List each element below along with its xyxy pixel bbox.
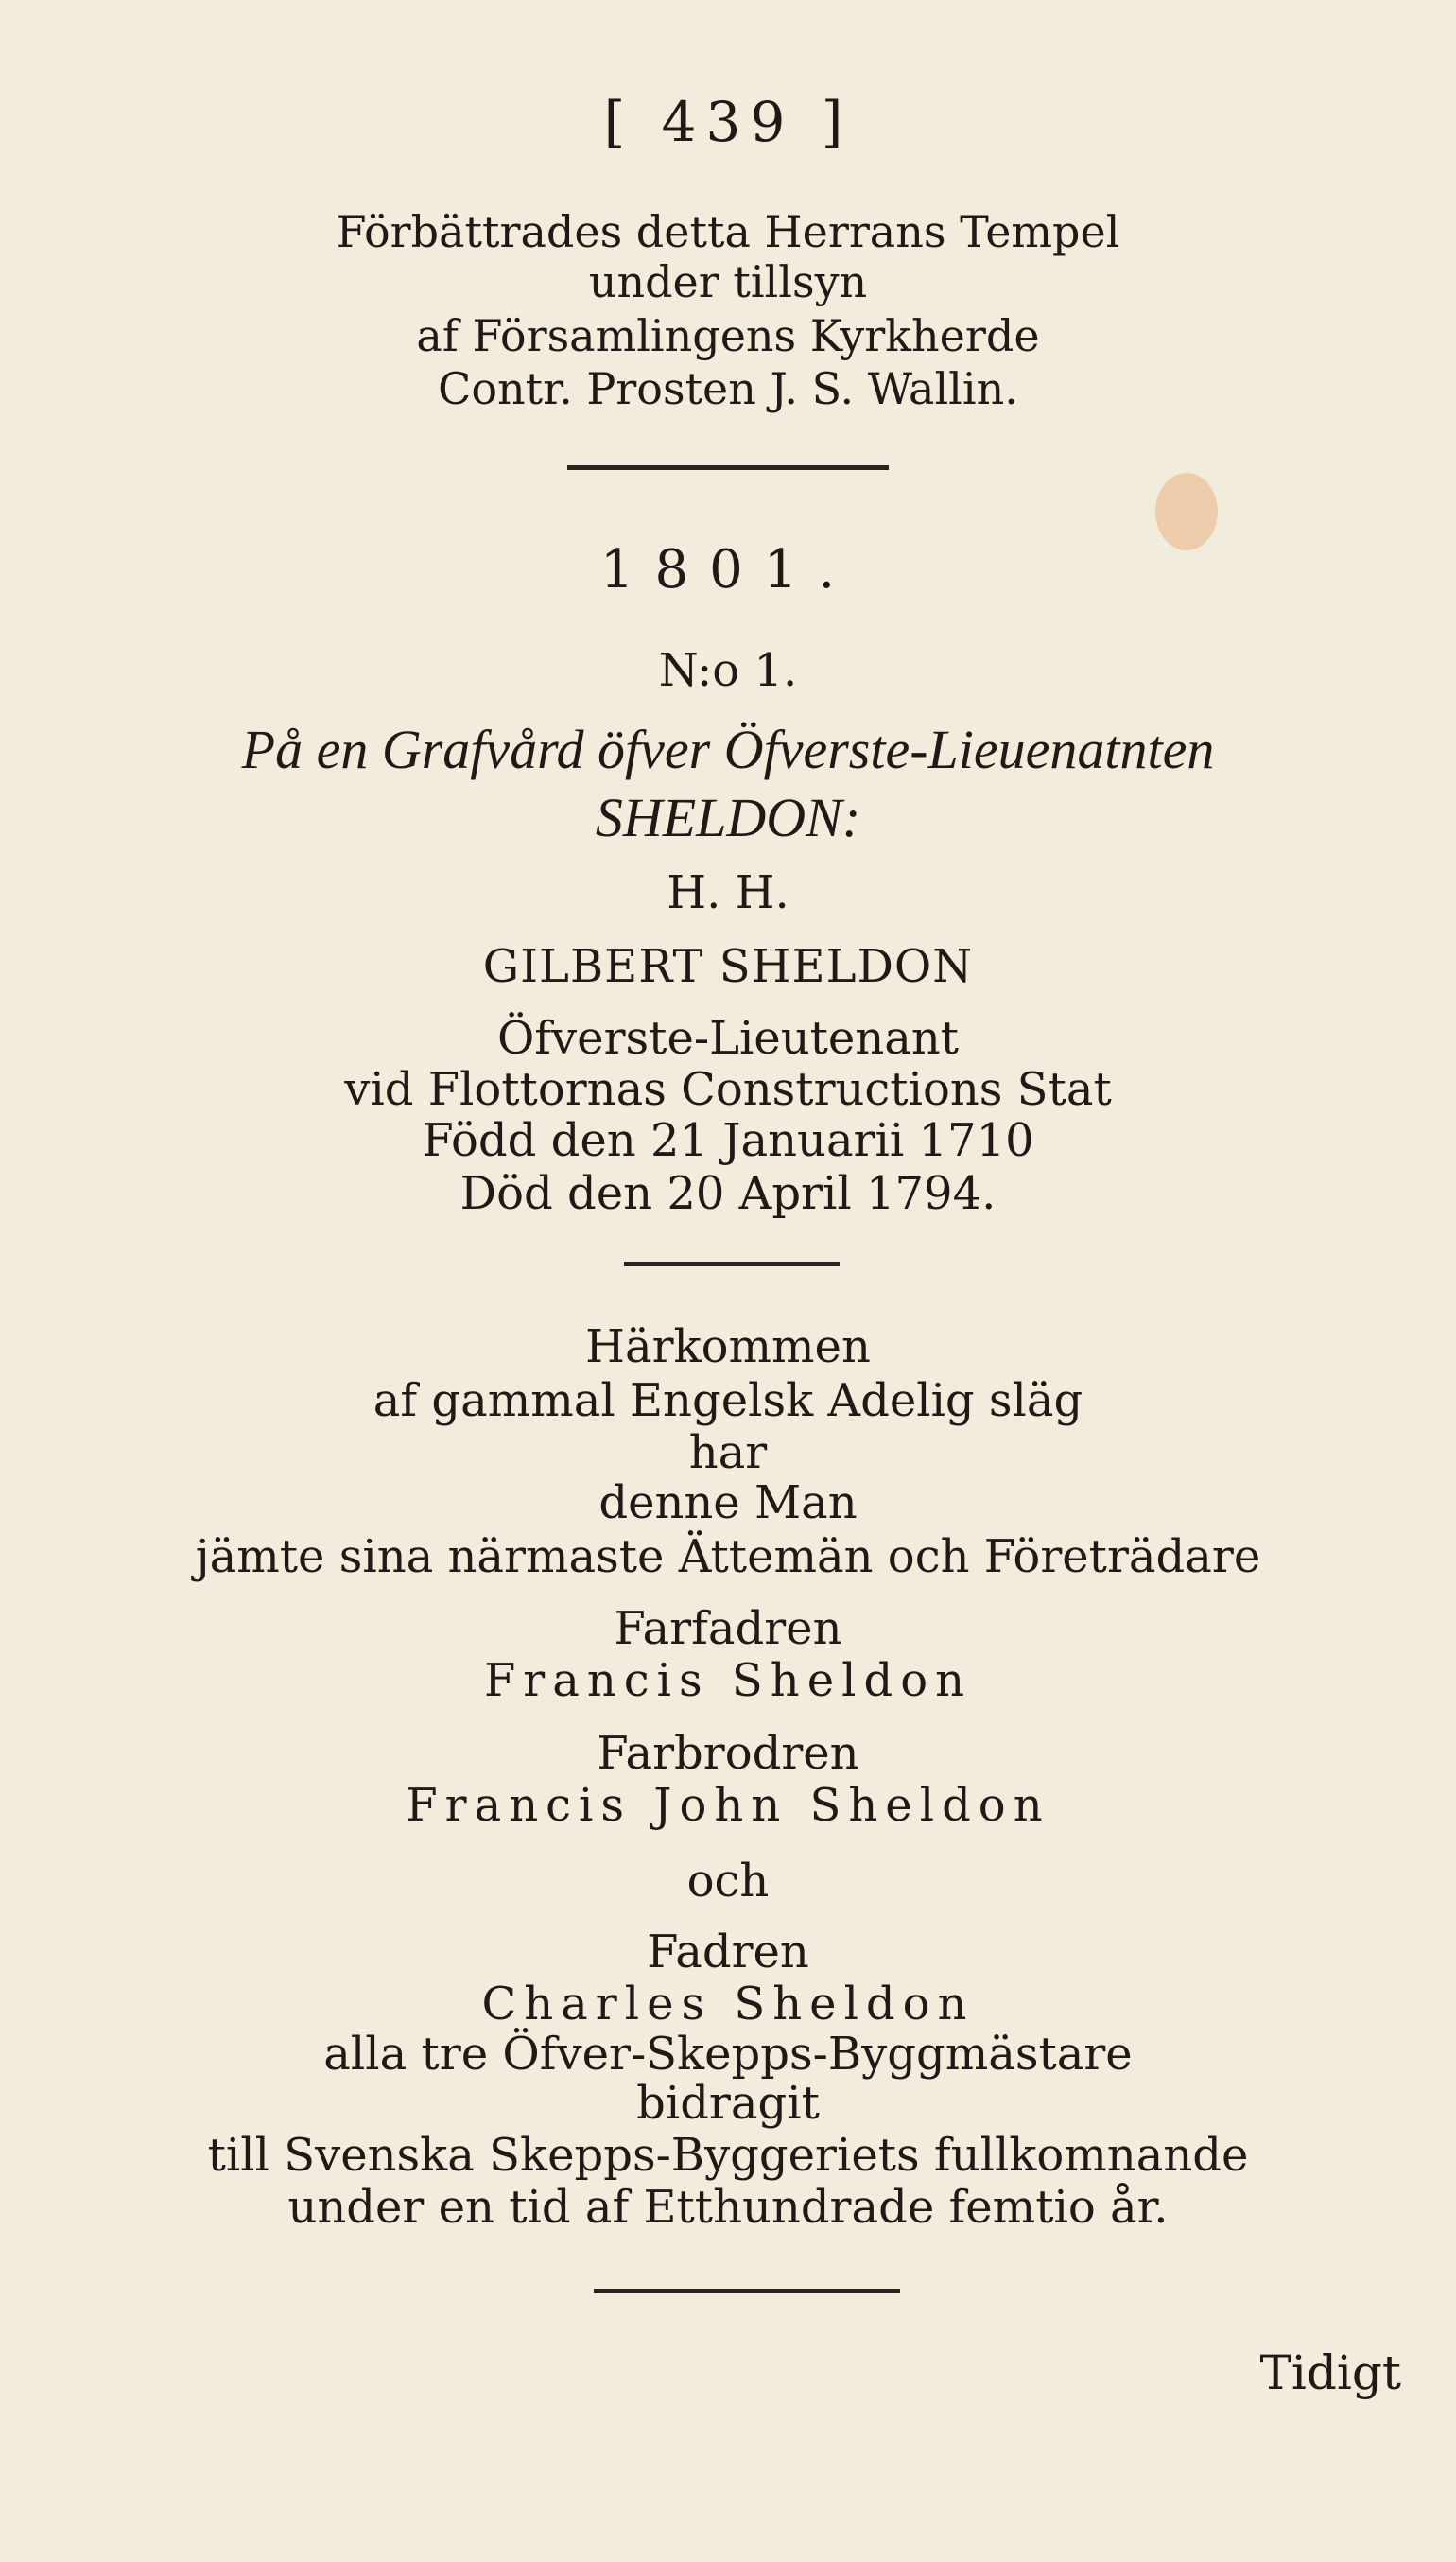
body-line-15: till Svenska Skepps-Byggeriets fullkomnande	[207, 2129, 1249, 2182]
body-line-2: af gammal Engelsk Adelig släg	[373, 1374, 1083, 1427]
divider-rule-2	[624, 1262, 840, 1266]
paper-stain	[1155, 473, 1218, 550]
body-line-5: jämte sina närmaste Ättemän och Företrädare	[195, 1530, 1261, 1583]
entry-number: N:o 1.	[658, 644, 798, 697]
divider-rule-1	[567, 465, 889, 470]
intro-line-1: Förbättrades detta Herrans Tempel	[336, 206, 1120, 257]
body-line-8: Farbrodren	[597, 1727, 859, 1780]
body-line-12: Charles Sheldon	[481, 1978, 975, 2030]
entry-title: På en Grafvård öfver Öfverste-Lieuenatnten	[241, 719, 1215, 780]
body-line-1: Härkommen	[585, 1320, 871, 1373]
inscription-initials: H. H.	[667, 866, 789, 919]
body-line-10: och	[686, 1855, 770, 1908]
body-line-11: Fadren	[647, 1926, 809, 1978]
entry-title-name: SHELDON:	[595, 787, 861, 848]
page-number: [ 439 ]	[603, 90, 853, 154]
body-line-14: bidragit	[636, 2077, 820, 2130]
inscription-rank: Öfverste-Lieutenant	[496, 1012, 960, 1065]
body-line-4: denne Man	[598, 1476, 858, 1529]
body-line-6: Farfadren	[614, 1602, 842, 1655]
body-line-9: Francis John Sheldon	[406, 1779, 1050, 1832]
body-line-13: alla tre Öfver-Skepps-Byggmästare	[323, 2028, 1133, 2081]
inscription-born: Född den 21 Januarii 1710	[422, 1114, 1034, 1167]
body-line-7: Francis Sheldon	[484, 1654, 972, 1707]
inscription-name: GILBERT SHELDON	[482, 940, 974, 993]
inscription-office: vid Flottornas Constructions Stat	[344, 1063, 1112, 1116]
year-heading: 1801.	[599, 539, 857, 601]
intro-line-2: under tillsyn	[588, 256, 868, 307]
divider-rule-3	[594, 2289, 900, 2293]
inscription-died: Död den 20 April 1794.	[459, 1167, 997, 1220]
catchword: Tidigt	[1259, 2345, 1401, 2400]
body-line-16: under en tid af Etthundrade femtio år.	[287, 2181, 1169, 2234]
intro-line-4: Contr. Prosten J. S. Wallin.	[438, 363, 1018, 414]
intro-line-3: af Församlingens Kyrkherde	[416, 310, 1040, 361]
body-line-3: har	[688, 1426, 768, 1479]
